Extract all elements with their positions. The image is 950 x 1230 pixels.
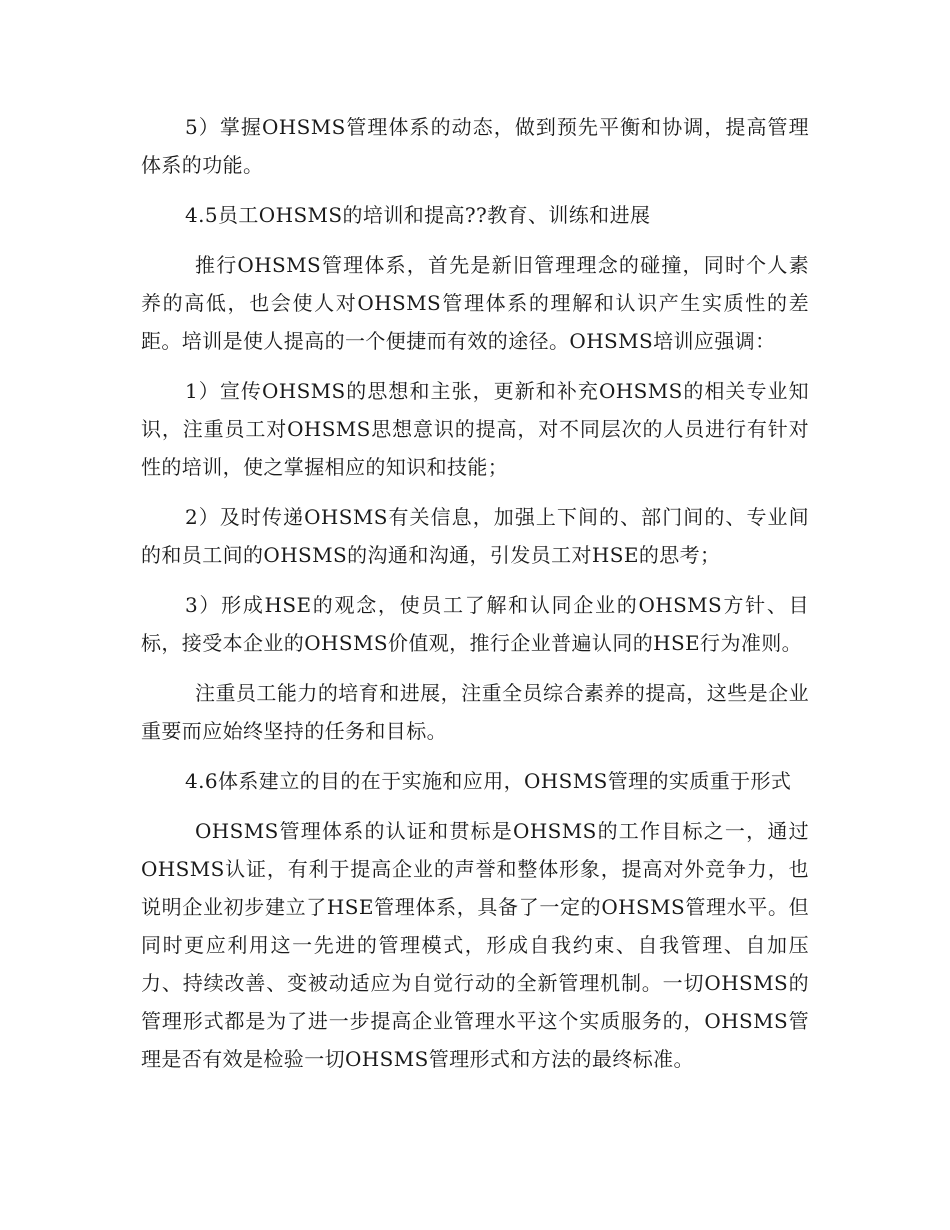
list-item-2: 2）及时传递OHSMS有关信息，加强上下间的、部门间的、专业间的和员工间的OHSMS的沟通和沟通，引发员工对HSE的思考； [141, 505, 809, 567]
list-item-3: 3）形成HSE的观念，使员工了解和认同企业的OHSMS方针、目标，接受本企业的OHSMS价值观，推行企业普遍认同的HSE行为准则。 [141, 593, 809, 655]
body-paragraph-certification: OHSMS管理体系的认证和贯标是OHSMS的工作目标之一，通过OHSMS认证，有利于提高企业的声誉和整体形象，提高对外竞争力，也说明企业初步建立了HSE管理体系，具备了一定的OHSMS管理水平。但同时更应利用这一先进的管理模式，形成自我约束、自我管理、自加压力、持续改善、变被动适应为自觉行动的全新管理机制。一切OHSMS的管理形式都是为了进一步提高企业管理水平这个实质服务的，OHSMS管理是否有效是检验一切OHSMS管理形式和方法的最终标准。 [141, 819, 809, 1071]
section-heading-4-5: 4.5员工OHSMS的培训和提高??教育、训练和进展 [185, 203, 651, 227]
body-paragraph-training-intro: 推行OHSMS管理体系，首先是新旧管理理念的碰撞，同时个人素养的高低，也会使人对OHSMS管理体系的理解和认识产生实质性的差距。培训是使人提高的一个便捷而有效的途径。OHSMS培训应强调： [141, 253, 809, 353]
document-body [141, 108, 809, 1090]
list-item-1: 1）宣传OHSMS的思想和主张，更新和补充OHSMS的相关专业知识，注重员工对OHSMS思想意识的提高，对不同层次的人员进行有针对性的培训，使之掌握相应的知识和技能； [141, 379, 809, 479]
list-item-5: 5）掌握OHSMS管理体系的动态，做到预先平衡和协调，提高管理体系的功能。 [141, 115, 809, 177]
body-paragraph-competence: 注重员工能力的培育和进展，注重全员综合素养的提高，这些是企业重要而应始终坚持的任务和目标。 [141, 681, 809, 743]
section-heading-4-6: 4.6体系建立的目的在于实施和应用，OHSMS管理的实质重于形式 [185, 769, 792, 793]
